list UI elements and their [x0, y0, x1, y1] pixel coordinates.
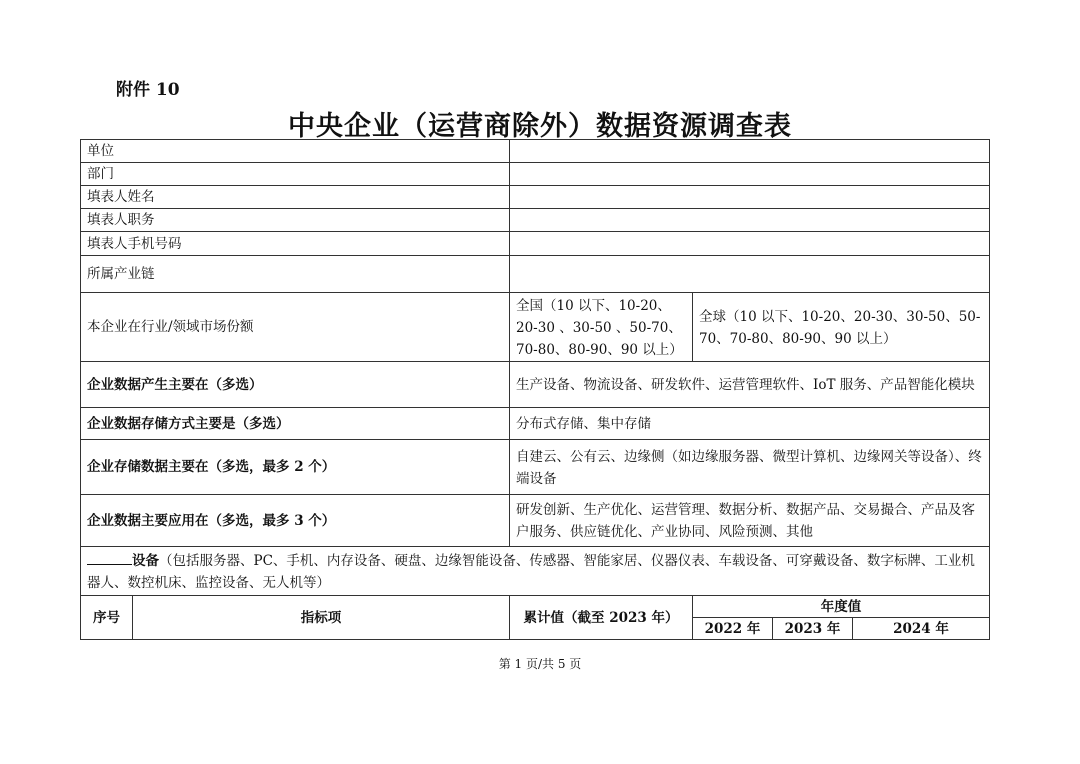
- department-label: 部门: [80, 162, 510, 186]
- indicator-header: 指标项: [132, 595, 510, 640]
- market-share-national-text: 全国（10 以下、10-20、20-30 、30-50 、50-70、70-80、80-90、90 以上）: [516, 297, 683, 358]
- market-share-global-text: 全球（10 以下、10-20、20-30、30-50、50-70、70-80、80-90、90 以上）: [699, 308, 981, 347]
- filler-name-input[interactable]: [509, 185, 990, 209]
- data-application-text: 研发创新、生产优化、运营管理、数据分析、数据产品、交易撮合、产品及客户服务、供应链优化、产业协同、风险预测、其他: [516, 502, 975, 540]
- storage-location-options[interactable]: [509, 439, 990, 495]
- data-application-label: 企业数据主要应用在（多选，最多 3 个）: [80, 494, 510, 547]
- survey-table: [80, 139, 990, 640]
- devices-detail: （包括服务器、PC、手机、内存设备、硬盘、边缘智能设备、传感器、智能家居、仪器仪表、车载设备、可穿戴设备、数字标牌、工业机器人、数控机床、监控设备、无人机等）: [87, 552, 975, 591]
- storage-method-options[interactable]: 分布式存储、集中存储: [509, 407, 990, 440]
- storage-location-text: 自建云、公有云、边缘侧（如边缘服务器、微型计算机、边缘网关等设备）、终端设备: [516, 448, 982, 487]
- data-generation-text: 生产设备、物流设备、研发软件、运营管理软件、IoT 服务、产品智能化模块: [516, 377, 975, 393]
- year-2023-header: 2023 年: [772, 617, 853, 640]
- filler-name-label: 填表人姓名: [80, 185, 510, 209]
- industry-chain-label: 所属产业链: [80, 255, 510, 293]
- data-generation-options[interactable]: [509, 361, 990, 408]
- attachment-label: 附件 10: [116, 80, 180, 100]
- storage-method-label: 企业数据存储方式主要是（多选）: [80, 407, 510, 440]
- devices-label: 设备: [132, 552, 159, 569]
- year-2024-header: 2024 年: [852, 617, 990, 640]
- filler-position-label: 填表人职务: [80, 208, 510, 232]
- devices-text: [87, 549, 983, 594]
- unit-input[interactable]: [509, 139, 990, 163]
- department-input[interactable]: [509, 162, 990, 186]
- year-2022-header: 2022 年: [692, 617, 773, 640]
- seq-header: 序号: [80, 595, 133, 640]
- annual-header: 年度值: [692, 595, 990, 618]
- filler-phone-input[interactable]: [509, 231, 990, 256]
- devices-blank-input[interactable]: [87, 550, 132, 565]
- market-share-label: 本企业在行业/领域市场份额: [80, 292, 510, 362]
- unit-label: 单位: [80, 139, 510, 163]
- form-title: 中央企业（运营商除外）数据资源调查表: [288, 111, 792, 142]
- storage-location-label: 企业存储数据主要在（多选，最多 2 个）: [80, 439, 510, 495]
- page-footer: 第 1 页/共 5 页: [498, 657, 582, 671]
- filler-position-input[interactable]: [509, 208, 990, 232]
- devices-row: [80, 546, 990, 596]
- market-share-national-option[interactable]: [509, 292, 693, 362]
- industry-chain-input[interactable]: [509, 255, 990, 293]
- market-share-global-option[interactable]: [692, 292, 990, 362]
- filler-phone-label: 填表人手机号码: [80, 231, 510, 256]
- data-generation-label: 企业数据产生主要在（多选）: [80, 361, 510, 408]
- data-application-options[interactable]: [509, 494, 990, 547]
- cumulative-header: 累计值（截至 2023 年）: [509, 595, 693, 640]
